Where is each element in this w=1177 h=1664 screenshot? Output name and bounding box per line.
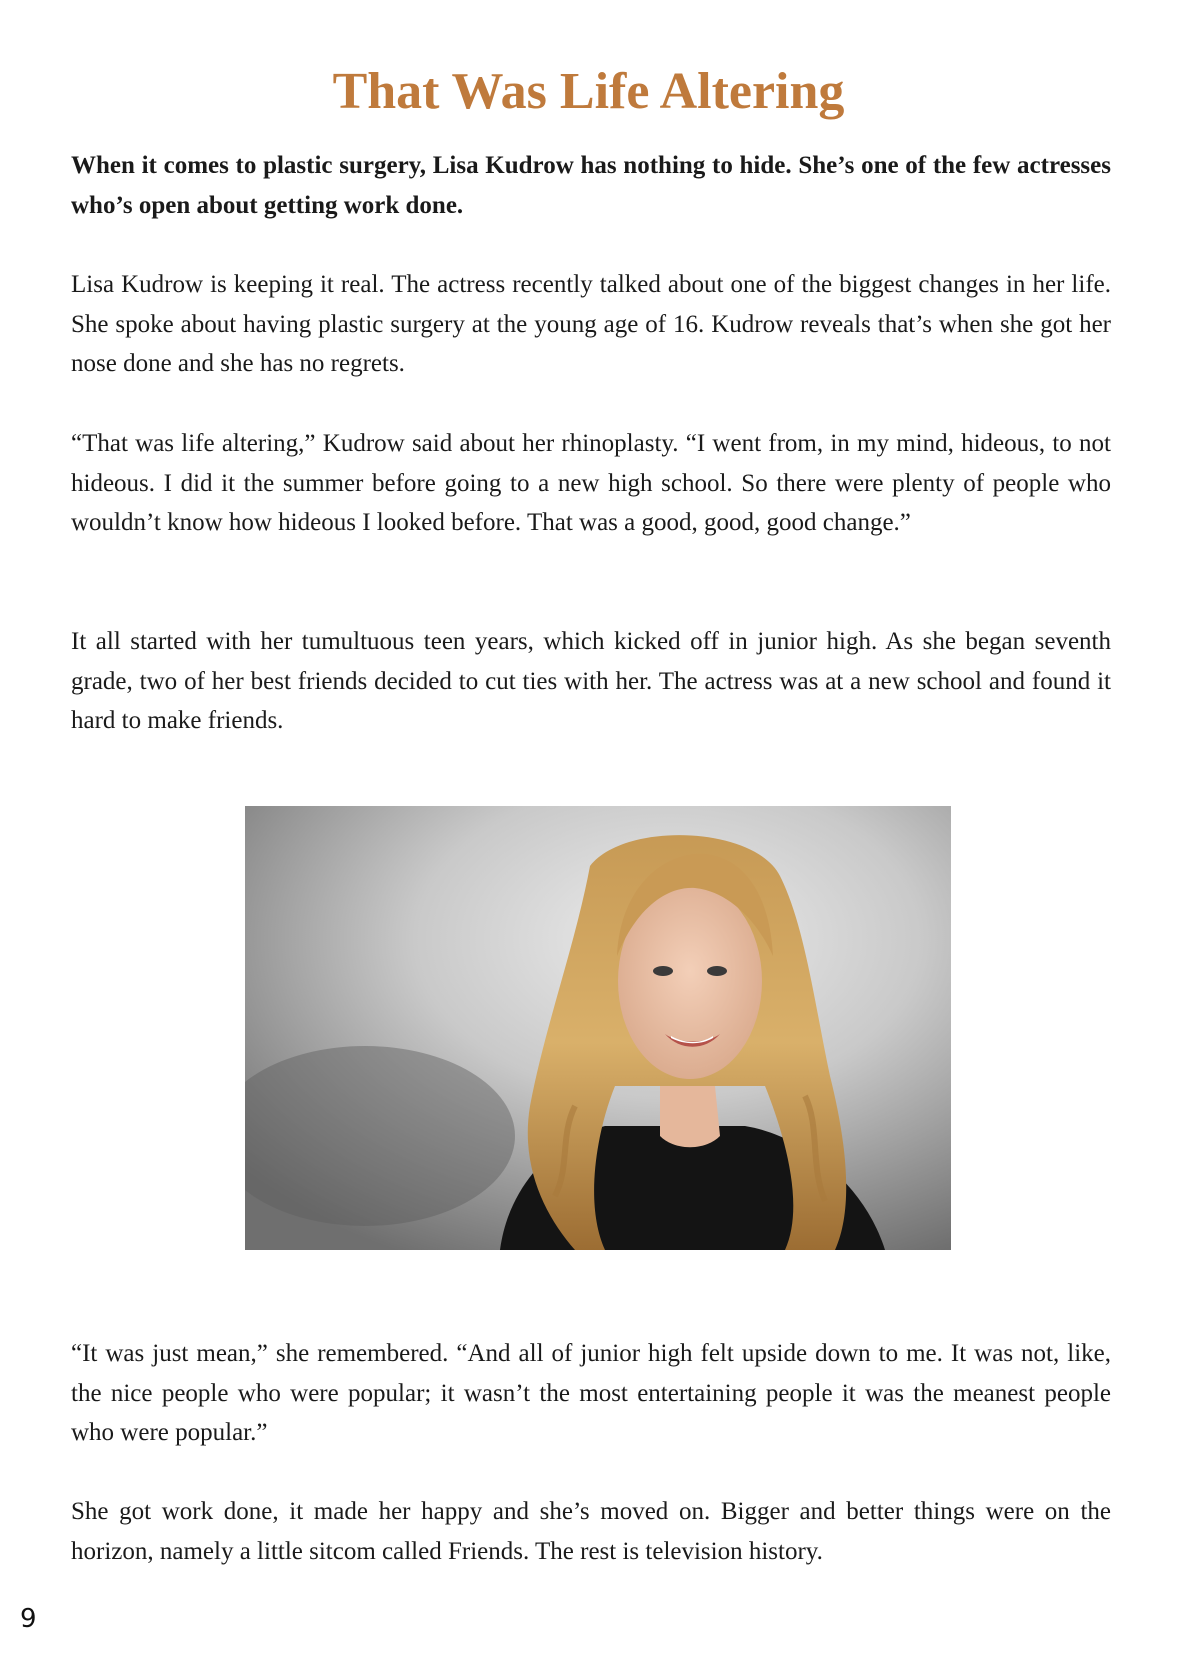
- article-paragraph: It all started with her tumultuous teen years, which kicked off in junior high. As she began seventh grade, two of her best friends decided to cut ties with her. The actress was at a new school and found it hard to make friends.: [71, 628, 1111, 734]
- article-paragraph: She got work done, it made her happy and she’s moved on. Bigger and better things were on the horizon, namely a little sitcom called Friends. The rest is television history.: [71, 1498, 1111, 1565]
- page-number: 9: [20, 1604, 37, 1634]
- article-paragraph: “That was life altering,” Kudrow said about her rhinoplasty. “I went from, in my mind, hideous, to not hideous. I did it the summer before going to a new high school. So there were plenty of people who wouldn’t know how hideous I looked before. That was a good, good, good change.”: [71, 430, 1111, 536]
- portrait-photo: [245, 806, 951, 1250]
- article-title: That Was Life Altering: [332, 63, 845, 120]
- article-paragraph: Lisa Kudrow is keeping it real. The actress recently talked about one of the biggest changes in her life. She spoke about having plastic surgery at the young age of 16. Kudrow reveals that’s when she got her nose done and she has no regrets.: [71, 271, 1111, 377]
- article-paragraph: “It was just mean,” she remembered. “And all of junior high felt upside down to me. It was not, like, the nice people who were popular; it wasn’t the most entertaining people it was the meanest people who were popular.”: [71, 1340, 1111, 1446]
- portrait-illustration: [245, 806, 951, 1250]
- article-lead: When it comes to plastic surgery, Lisa Kudrow has nothing to hide. She’s one of the few actresses who’s open about getting work done.: [71, 152, 1111, 219]
